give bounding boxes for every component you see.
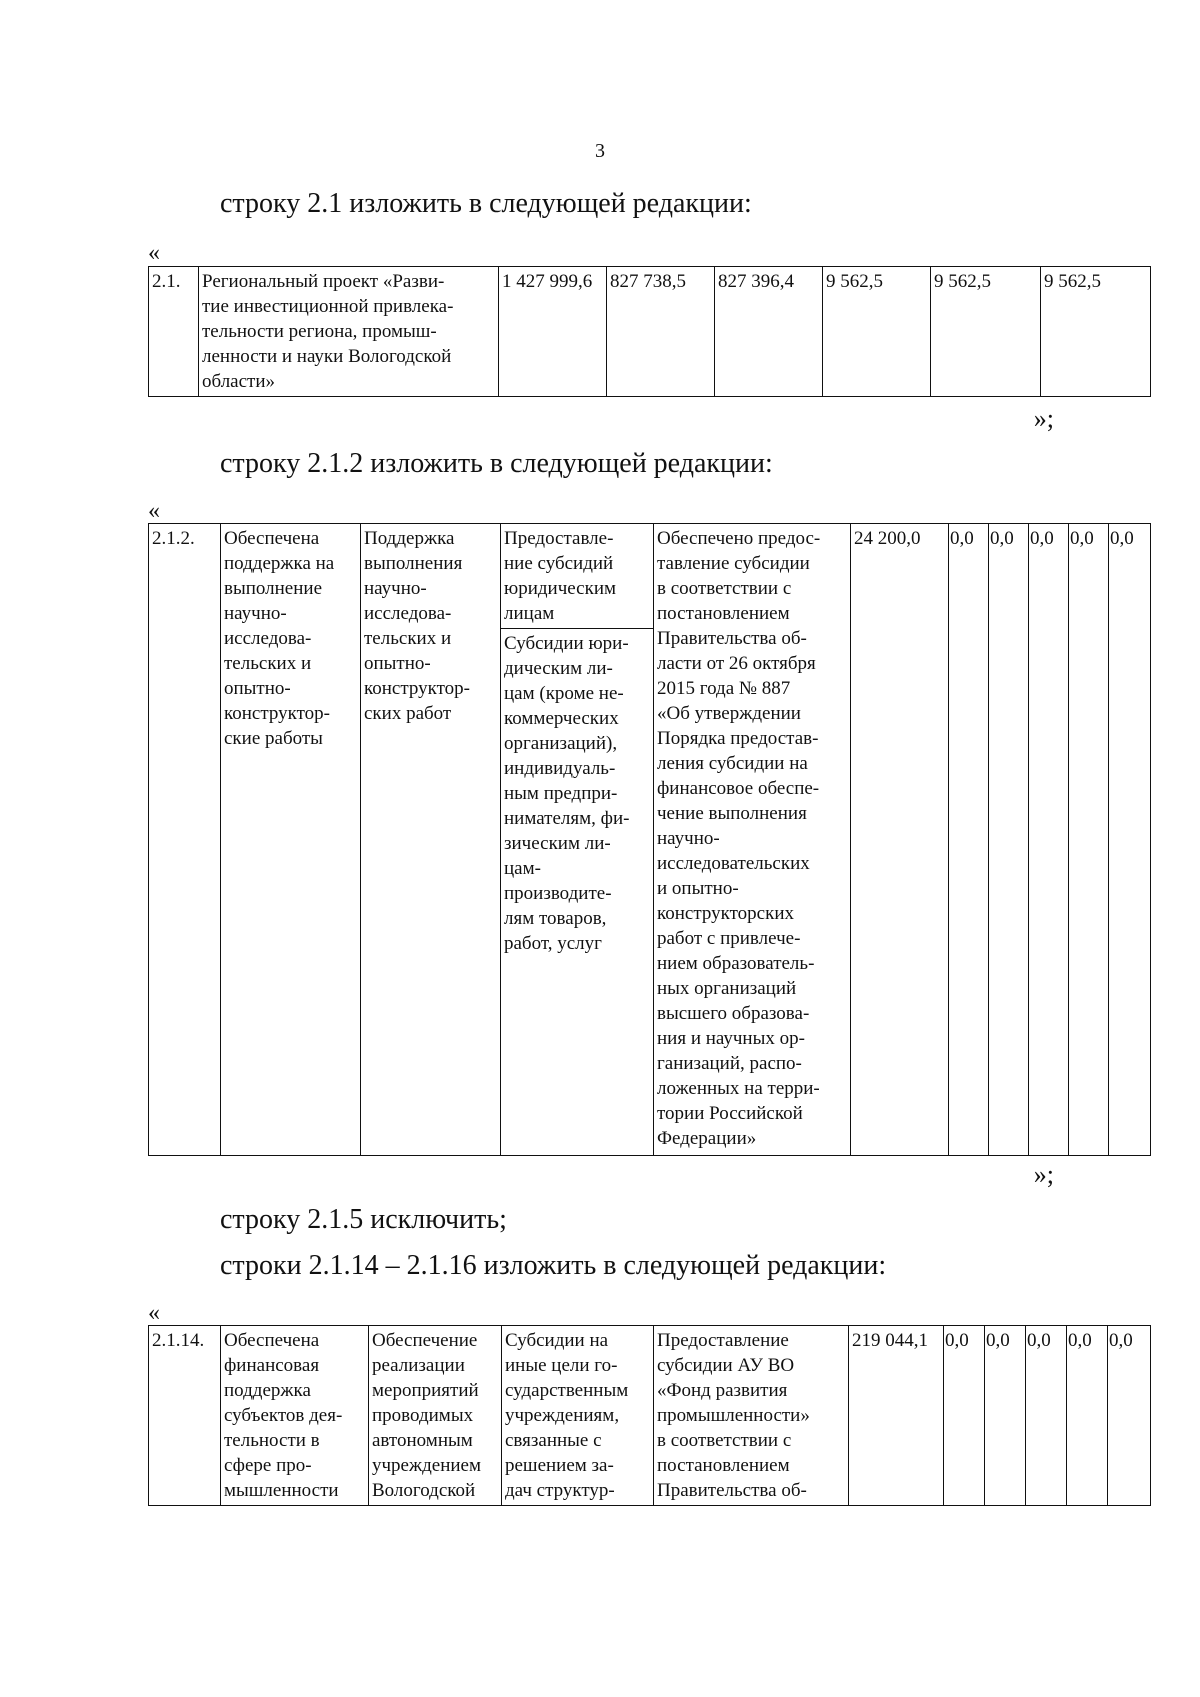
open-quote: « xyxy=(148,498,160,524)
value-cell: 827 396,4 xyxy=(715,267,823,397)
value-cell: 827 738,5 xyxy=(607,267,715,397)
value-cell: 0,0 xyxy=(944,1326,985,1506)
value-cell: 24 200,0 xyxy=(851,524,949,1156)
value-cell: 0,0 xyxy=(1026,1326,1067,1506)
page-number: 3 xyxy=(595,140,605,162)
value-cell: 0,0 xyxy=(1029,524,1069,1156)
event-description: Поддержка выполнения научно- исследова- тельских и опытно- конструктор- ских работ xyxy=(361,524,501,1156)
value-cell: 1 427 999,6 xyxy=(499,267,607,397)
subsidy-type: Предоставле- ние субсидий юридическим лицам xyxy=(504,528,617,624)
row-number: 2.1.14. xyxy=(149,1326,221,1506)
section-heading-2-1-14: строки 2.1.14 – 2.1.16 изложить в следующей редакции: xyxy=(220,1250,887,1281)
subsidy-cell xyxy=(501,524,654,1156)
task-description: Обеспечена поддержка на выполнение научно- исследова- тельских и опытно- конструктор- ские работы xyxy=(221,524,361,1156)
value-cell: 9 562,5 xyxy=(823,267,931,397)
table-row-2-1-2 xyxy=(148,523,1151,1156)
row-number: 2.1. xyxy=(149,267,199,397)
row-number: 2.1.2. xyxy=(149,524,221,1156)
open-quote: « xyxy=(148,1300,160,1326)
result-description: Предоставление субсидии АУ ВО «Фонд развития промышленности» в соответствии с постановлением Правительства об- xyxy=(654,1326,849,1506)
section-heading-2-1-2: строку 2.1.2 изложить в следующей редакции: xyxy=(220,448,773,479)
value-cell: 9 562,5 xyxy=(1041,267,1151,397)
value-cell: 0,0 xyxy=(1069,524,1109,1156)
value-cell: 9 562,5 xyxy=(931,267,1041,397)
subsidy-type: Субсидии на иные цели го- сударственным учреждениям, связанные с решением за- дач структур- xyxy=(502,1326,654,1506)
value-cell: 0,0 xyxy=(989,524,1029,1156)
project-name: Региональный проект «Разви- тие инвестиционной привлека- тельности региона, промыш- ленности и науки Вологодской области» xyxy=(199,267,499,397)
value-cell: 0,0 xyxy=(1067,1326,1108,1506)
value-cell: 0,0 xyxy=(949,524,989,1156)
section-heading-2-1-5: строку 2.1.5 исключить; xyxy=(220,1204,507,1235)
value-cell: 219 044,1 xyxy=(849,1326,944,1506)
task-description: Обеспечена финансовая поддержка субъектов дея- тельности в сфере про- мышленности xyxy=(221,1326,369,1506)
subsidy-details: Субсидии юри- дическим ли- цам (кроме не- коммерческих организаций), индивидуаль- ным предпри- нимателям, фи- зическим ли- цам- производите- лям товаров, работ, услуг xyxy=(501,628,653,958)
table-row-2-1 xyxy=(148,266,1151,397)
result-description: Обеспечено предос- тавление субсидии в соответствии с постановлением Правительства об- ласти от 26 октября 2015 года № 887 «Об утверждении Порядка предостав- ления субсидии на финансовое обеспе- чение выполнения научно- исследовательских и опытно- конструкторских работ с привлече- нием образователь- ных организаций высшего образова- ния и научных ор- ганизаций, распо- ложенных на терри- тории Российской Федерации» xyxy=(654,524,851,1156)
section-heading-2-1: строку 2.1 изложить в следующей редакции: xyxy=(220,188,752,219)
event-description: Обеспечение реализации мероприятий проводимых автономным учреждением Вологодской xyxy=(369,1326,502,1506)
open-quote: « xyxy=(148,240,160,266)
value-cell: 0,0 xyxy=(1108,1326,1151,1506)
value-cell: 0,0 xyxy=(985,1326,1026,1506)
table-row-2-1-14 xyxy=(148,1325,1151,1506)
close-quote: »; xyxy=(1033,404,1054,433)
close-quote: »; xyxy=(1033,1160,1054,1189)
value-cell: 0,0 xyxy=(1109,524,1151,1156)
